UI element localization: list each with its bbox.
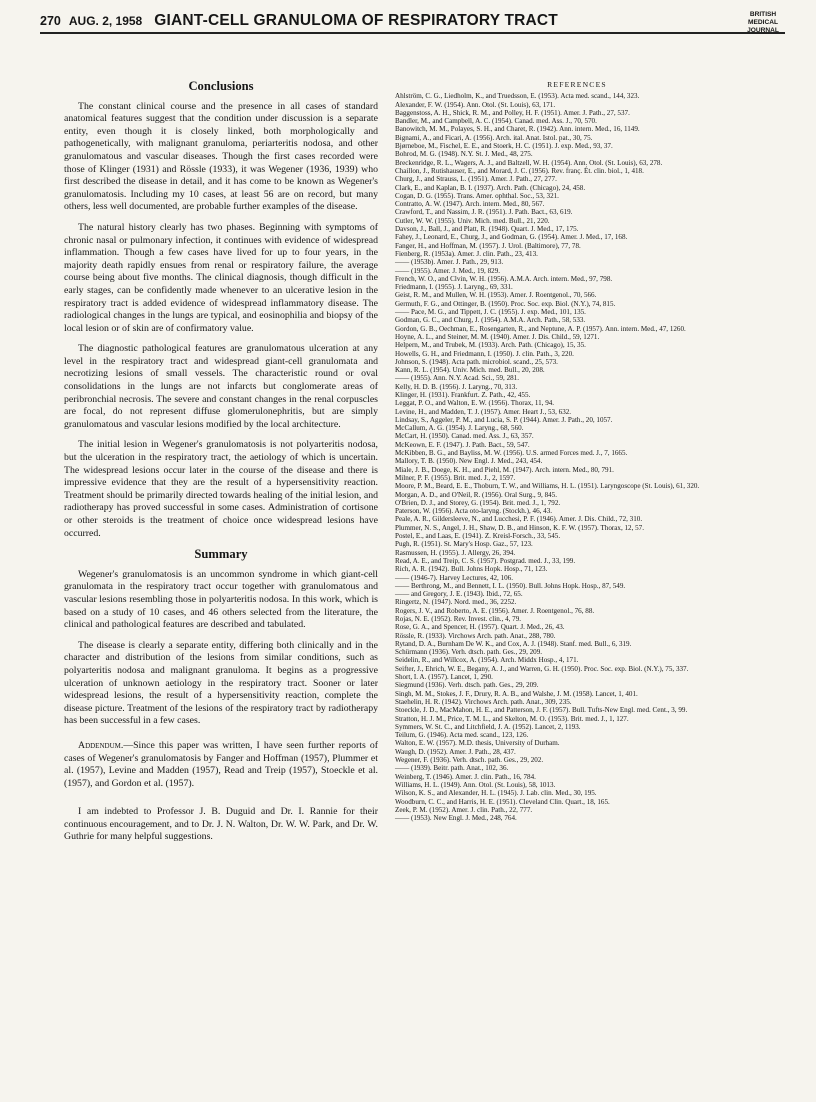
reference-item: Peale, A. R., Gildersleeve, N., and Lucchesi, P. F. (1946). Amer. J. Dis. Child., 72, 310. bbox=[395, 515, 643, 524]
reference-item: Siegmund (1936). Verh. dtsch. path. Ges., 29, 209. bbox=[395, 681, 539, 690]
reference-item: Stratton, H. J. M., Price, T. M. L., and Skelton, M. O. (1953). Brit. med. J., 1, 127. bbox=[395, 714, 629, 723]
reference-item: Gordon, G. B., Oechman, E., Rosengarten, R., and Neptune, A. P. (1957). Ann. intern. Med., 47, 1260. bbox=[395, 324, 686, 333]
conclusions-paragraph: The initial lesion in Wegener's granulomatosis is not polyarteritis nodosa, but the ulceration in the respiratory tract, the aetiology of which is uncertain. The widespread lesions occur later in the course of the disease and there is impressive evidence that they are the result of a hypersensitivity reaction. Treatment should be primarily directed towards healing of the initial lesion, and radiotherapy has proved successful in some cases. Administration of cortisone or other steroids is the treatment of choice once widespread lesions have occurred. bbox=[64, 439, 378, 539]
reference-item: Rojas, N. E. (1952). Rev. Invest. clin., 4, 79. bbox=[395, 615, 522, 623]
reference-item: Miale, J. B., Doege, K. H., and Piehl, M. (1947). Arch. intern. Med., 80, 791. bbox=[395, 465, 614, 474]
conclusions-heading: Conclusions bbox=[188, 79, 254, 93]
reference-item: Postel, E., and Laas, E. (1941). Z. Kreisl-Forsch., 33, 545. bbox=[395, 532, 561, 541]
reference-item: Cutler, W. W. (1955). Univ. Mich. med. Bull., 21, 220. bbox=[395, 216, 550, 225]
reference-item: Davson, J., Ball, J., and Platt, R. (1948). Quart. J. Med., 17, 175. bbox=[395, 225, 579, 234]
reference-item: Mallory, T. B. (1950). New Engl. J. Med., 243, 454. bbox=[395, 457, 543, 466]
reference-item: Helpern, M., and Trubek, M. (1933). Arch. Path. (Chicago), 15, 35. bbox=[395, 341, 586, 350]
reference-item: Geist, R. M., and Mullen, W. H. (1953). Amer. J. Roentgenol., 70, 566. bbox=[395, 291, 597, 300]
reference-item: Bjørneboe, M., Fischel, E. E., and Stoerk, H. C. (1951). J. exp. Med., 93, 37. bbox=[395, 142, 613, 151]
reference-item: Germuth, F. G., and Ottinger, B. (1950). Proc. Soc. exp. Biol. (N.Y.), 74, 815. bbox=[395, 299, 616, 308]
reference-item: Fahey, J., Leonard, E., Churg, J., and Godman, G. (1954). Amer. J. Med., 17, 168. bbox=[395, 233, 628, 242]
reference-item: Waugh, D. (1952). Amer. J. Path., 28, 437. bbox=[395, 747, 516, 756]
addendum-text: —Since this paper was written, I have seen further reports of cases of Wegener's granulomatosis by Fanger and Hoffman (1957), Plummer et al. (1957), Levine and Madden (1957), Read and Treip (1957), Stoeckle et al. (1957), and Gordon et al. (1957). bbox=[64, 739, 378, 789]
reference-item: Wilson, K. S., and Alexander, H. L. (1945). J. Lab. clin. Med., 30, 195. bbox=[395, 789, 597, 798]
reference-item: Howells, G. H., and Friedmann, I. (1950). J. clin. Path., 3, 220. bbox=[395, 349, 574, 358]
reference-item: McCart, H. (1950). Canad. med. Ass. J., 63, 357. bbox=[395, 432, 534, 441]
left-column bbox=[64, 76, 378, 852]
reference-item: Kann, R. L. (1954). Univ. Mich. med. Bull., 20, 208. bbox=[395, 366, 545, 375]
addendum-label: Addendum. bbox=[78, 739, 124, 751]
reference-item: Rasmussen, H. (1955). J. Allergy, 26, 394. bbox=[395, 548, 516, 557]
reference-item: Williams, H. L. (1949). Ann. Otol. (St. Louis), 58, 1013. bbox=[395, 780, 556, 789]
reference-item: Schürmann (1936). Verh. dtsch. path. Ges., 29, 209. bbox=[395, 648, 543, 657]
page-header bbox=[40, 12, 785, 56]
reference-item: Friedmann, I. (1955). J. Laryng., 69, 331. bbox=[395, 283, 513, 292]
reference-item: Cogan, D. G. (1955). Trans. Amer. ophthal. Soc., 53, 321. bbox=[395, 191, 559, 200]
reference-item: Chaillon, J., Rutishauser, E., and Morard, J. C. (1956). Rev. franç. Ét. clin. biol., 1, 418. bbox=[395, 166, 644, 175]
reference-item: Staehelin, H. R. (1942). Virchows Arch. path. Anat., 309, 235. bbox=[395, 697, 572, 706]
reference-item: Pugh, R. (1951). St. Mary's Hosp. Gaz., 57, 123. bbox=[395, 540, 533, 549]
reference-item: Plummer, N. S., Angel, J. H., Shaw, D. B., and Hinson, K. F. W. (1957). Thorax, 12, 57. bbox=[395, 523, 645, 532]
journal-name: BRITISH MEDICAL JOURNAL bbox=[747, 11, 779, 34]
reference-item: Rössle, R. (1933). Virchows Arch. path. Anat., 288, 780. bbox=[395, 631, 556, 640]
conclusions-paragraph: The natural history clearly has two phases. Beginning with symptoms of chronic nasal or pulmonary infection, it continues with evidence of widespread inflammation. Though a few cases have lived for up to four years, in the majority death rapidly ensues from renal or respiratory failure, the average course being about five months. The clinical diagnosis, though difficult in the early stages, can be confidently made whenever to an ulcerative lesion in the respiratory tract is added evidence of widespread inflammatory disease. The radiological changes in the lungs are typical, and eosinophilia and biopsy of the local lesion or of skin are of confirmatory value. bbox=[64, 221, 378, 334]
reference-item: Weinberg, T. (1946). Amer. J. clin. Path., 16, 784. bbox=[395, 772, 536, 781]
reference-item: Teilum, G. (1946). Acta med. scand., 123, 126. bbox=[395, 731, 529, 740]
reference-item: —— (1953). New Engl. J. Med., 248, 764. bbox=[395, 814, 517, 823]
reference-item: Short, I. A. (1957). Lancet, 1, 290. bbox=[395, 673, 493, 682]
reference-item: Churg, J., and Strauss, L. (1951). Amer. J. Path., 27, 277. bbox=[395, 175, 557, 184]
reference-item: Seidelin, R., and Willcox, A. (1954). Arch. Middx Hosp., 4, 171. bbox=[395, 656, 579, 665]
reference-item: Rytand, D. A., Burnham De W. K., and Cox, A. J. (1948). Stanf. med. Bull., 6, 319. bbox=[395, 639, 632, 648]
reference-item: Rich, A. R. (1942). Bull. Johns Hopk. Hosp., 71, 123. bbox=[395, 565, 548, 574]
reference-item: Klinger, H. (1931). Frankfurt. Z. Path., 42, 455. bbox=[395, 390, 531, 399]
reference-item: Kelly, H. D. B. (1956). J. Laryng., 70, 313. bbox=[395, 382, 518, 391]
reference-item: —— (1939). Beitr. path. Anat., 102, 36. bbox=[395, 764, 509, 773]
reference-item: Rogers, J. V., and Roberto, A. E. (1956). Amer. J. Roentgenol., 76, 88. bbox=[395, 606, 595, 615]
reference-item: Walton, E. W. (1957). M.D. thesis, University of Durham. bbox=[395, 739, 560, 748]
references-column bbox=[395, 81, 759, 822]
reference-item: O'Brien, D. J., and Storey, G. (1954). Brit. med. J., 1, 792. bbox=[395, 498, 561, 507]
summary-paragraph: Wegener's granulomatosis is an uncommon syndrome in which giant-cell granulomata in the respiratory tract occur together with granulomatous and vascular lesions resembling those in polyarteritis nodosa. In this work, which is based on a study of 10 cases, and 46 others selected from the literature, the clinical and pathological features are described and tabulated. bbox=[64, 568, 378, 631]
reference-item: Read, A. E., and Treip, C. S. (1957). Postgrad. med. J., 33, 199. bbox=[395, 556, 576, 565]
addendum bbox=[64, 740, 378, 790]
reference-item: Contratto, A. W. (1947). Arch. intern. Med., 80, 567. bbox=[395, 200, 545, 209]
issue-date: AUG. 2, 1958 bbox=[68, 14, 143, 28]
reference-item: Hoyne, A. L., and Steiner, M. M. (1940). Amer. J. Dis. Child., 59, 1271. bbox=[395, 332, 600, 341]
reference-item: Bandler, M., and Campbell, A. C. (1954). Canad. med. Ass. J., 70, 570. bbox=[395, 117, 597, 126]
reference-item: McCallum, A. G. (1954). J. Laryng., 68, 560. bbox=[395, 424, 524, 433]
page-number: 270 bbox=[40, 14, 61, 28]
reference-item: Morgan, A. D., and O'Neil, R. (1956). Oral Surg., 9, 845. bbox=[395, 490, 557, 499]
reference-item: —— (1946-7). Harvey Lectures, 42, 106. bbox=[395, 573, 513, 582]
reference-item: French, W. O., and Clvin, W. H. (1956). A.M.A. Arch. intern. Med., 97, 798. bbox=[395, 274, 613, 283]
reference-item: McKeown, E. F. (1947). J. Path. Bact., 59, 547. bbox=[395, 440, 530, 449]
reference-item: Woodburn, C. C., and Harris, H. E. (1951). Cleveland Clin. Quart., 18, 165. bbox=[395, 797, 610, 806]
summary-paragraph: The disease is clearly a separate entity, differing both clinically and in the character and distribution of the lesions from similar conditions, such as polyarteritis nodosa and malignant granuloma. It begins as a progressive ulceration of unknown aetiology in the respiratory tract. Sooner or later widespread lesions, the result of a hypersensitivity reaction, complete the disease picture. Treatment of the lesions of the respiratory tract by radiotherapy has been successful in a few cases. bbox=[64, 639, 378, 727]
reference-item: Lindsay, S., Aggeler, P. M., and Lucia, S. P. (1944). Amer. J. Path., 20, 1057. bbox=[395, 415, 613, 424]
reference-item: —— Berthrong, M., and Bennett, I. L. (1950). Bull. Johns Hopk. Hosp., 87, 549. bbox=[395, 581, 626, 590]
reference-item: —— (1955). Amer. J. Med., 19, 829. bbox=[395, 266, 501, 275]
reference-item: Singh, M. M., Stokes, J. F., Drury, R. A. B., and Walshe, J. M. (1958). Lancet, 1, 401. bbox=[395, 689, 638, 698]
reference-item: Godman, G. C., and Churg, J. (1954). A.M.A. Arch. Path., 58, 533. bbox=[395, 316, 586, 325]
reference-item: Baggenstoss, A. H., Shick, R. M., and Polley, H. F. (1951). Amer. J. Path., 27, 537. bbox=[395, 108, 630, 117]
reference-item: Bohrod, M. G. (1948). N.Y. St. J. Med., 48, 275. bbox=[395, 150, 533, 159]
reference-item: Alexander, F. W. (1954). Ann. Otol. (St. Louis), 63, 171. bbox=[395, 100, 556, 109]
reference-item: Fienberg, R. (1953a). Amer. J. clin. Path., 23, 413. bbox=[395, 249, 538, 258]
reference-item: Breckenridge, R. L., Wagers, A. J., and Baltzell, W. H. (1954). Ann. Otol. (St. Louis), 63, 278. bbox=[395, 158, 663, 167]
references-heading: REFERENCES bbox=[547, 80, 607, 89]
header-rule bbox=[40, 32, 785, 34]
reference-item: Johnson, S. (1948). Acta path. microbiol. scand., 25, 573. bbox=[395, 357, 558, 366]
reference-item: Clark, E., and Kaplan, B. I. (1937). Arch. Path. (Chicago), 24, 458. bbox=[395, 183, 586, 192]
reference-list bbox=[395, 92, 759, 822]
reference-item: Wegener, F. (1936). Verh. dtsch. path. Ges., 29, 202. bbox=[395, 756, 544, 765]
reference-item: Symmers, W. St. C., and Litchfield, J. A. (1952). Lancet, 2, 1193. bbox=[395, 722, 581, 731]
reference-item: Stoeckle, J. D., MacMahon, H. E., and Patterson, J. F. (1957). Bull. Tufts-New Engl. med. Cent., 3, 99. bbox=[395, 706, 688, 715]
reference-item: Paterson, W. (1956). Acta oto-laryng. (Stockh.), 46, 43. bbox=[395, 507, 553, 516]
reference-item: Leggat, P. O., and Walton, E. W. (1956). Thorax, 11, 94. bbox=[395, 399, 555, 408]
conclusions-paragraph: The diagnostic pathological features are granulomatous ulceration at any level in the respiratory tract and widespread giant-cell granulomata and necrotizing lesions of small vessels. The characteristic round or oval consolidations in the lungs are not infarcts but conglomerate areas of peribronchial necrosis. The severe and constant changes in the renal corpuscles are focal, do not represent diffuse glomerulonephritis, but are simply granulomatous and vascular lesions modified by the local architecture. bbox=[64, 343, 378, 430]
reference-item: Seifter, J., Ehrich, W. E., Begany, A. J., and Warren, G. H. (1950). Proc. Soc. exp. Biol. (N.Y.), 75, 337. bbox=[395, 664, 689, 673]
conclusions-paragraph: The constant clinical course and the presence in all cases of standard anatomical features suggest that the condition under discussion is a separate entity, even though it is closely linked, both morphologically and pathogenetically, with malignant granuloma, periarteritis nodosa, and other granulomatous and vascular diseases. Though the first cases recorded were those of Klinger (1931) and Rössle (1933), it was Wegener (1936, 1939) who first described the disease in detail, and it has come to be known as Wegener's granulomatosis. Including my 10 cases, at least 56 are on record, but many others, less well documented, are probable further examples of the disease. bbox=[64, 100, 378, 213]
reference-item: Bignami, A., and Ficari, A. (1956). Arch. ital. Anat. Istol. pat., 30, 75. bbox=[395, 133, 593, 142]
reference-item: Ringertz, N. (1947). Nord. med., 36, 2252. bbox=[395, 598, 517, 607]
reference-item: —— (1955). Ann. N.Y. Acad. Sci., 59, 281. bbox=[395, 374, 520, 383]
reference-item: Zeek, P. M. (1952). Amer. J. clin. Path., 22, 777. bbox=[395, 805, 533, 814]
reference-item: —— and Gregory, J. E. (1943). Ibid., 72, 65. bbox=[395, 590, 523, 599]
reference-item: Crawford, T., and Nassim, J. R. (1951). J. Path. Bact., 63, 619. bbox=[395, 208, 573, 217]
summary-heading: Summary bbox=[194, 547, 248, 562]
reference-item: Ahlström, C. G., Liedholm, K., and Truedsson, E. (1953). Acta med. scand., 144, 323. bbox=[395, 92, 640, 101]
reference-item: Moore, P. M., Beard, E. E., Thoburn, T. W., and Williams, H. L. (1951). Laryngoscope (St. Louis), 61, 320. bbox=[395, 482, 700, 491]
reference-item: Fanger, H., and Hoffman, M. (1957). J. Urol. (Baltimore), 77, 78. bbox=[395, 241, 581, 250]
reference-item: —— (1953b). Amer. J. Path., 29, 913. bbox=[395, 258, 504, 267]
reference-item: Levine, H., and Madden, T. J. (1957). Amer. Heart J., 53, 632. bbox=[395, 407, 572, 416]
reference-item: Milner, P. F. (1955). Brit. med. J., 2, 1597. bbox=[395, 473, 516, 482]
running-title: GIANT-CELL GRANULOMA OF RESPIRATORY TRACT bbox=[154, 12, 558, 29]
reference-item: Rose, G. A., and Spencer, H. (1957). Quart. J. Med., 26, 43. bbox=[395, 623, 565, 632]
reference-item: —— Pace, M. G., and Tippett, J. C. (1955). J. exp. Med., 101, 135. bbox=[395, 308, 586, 317]
reference-item: Banowitch, M. M., Polayes, S. H., and Charet, R. (1942). Ann. intern. Med., 16, 1149. bbox=[395, 125, 640, 134]
acknowledgement: I am indebted to Professor J. B. Duguid and Dr. I. Rannie for their continuous encouragement, and to Dr. J. N. Walton, Dr. W. W. Park, and Dr. W. Guthrie for many helpful suggestions. bbox=[64, 806, 378, 843]
reference-item: McKibben, B. G., and Bayliss, M. W. (1956). U.S. armed Forces med. J., 7, 1665. bbox=[395, 449, 628, 458]
